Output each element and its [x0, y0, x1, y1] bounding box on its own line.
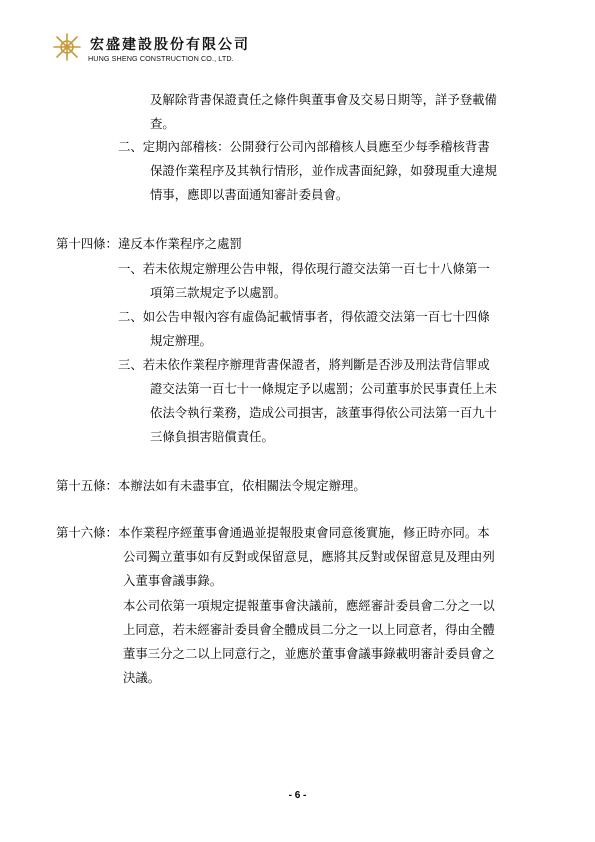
- article-16: 第十六條：本作業程序經董事會通過並提報股東會同意後實施，修正時亦同。本: [56, 525, 490, 540]
- article-14-heading: 第十四條：違反本作業程序之處罰: [56, 236, 242, 251]
- body-line: 證交法第一百七十一條規定予以處罰；公司董事於民事責任上未: [150, 381, 497, 396]
- body-line: 決議。: [123, 670, 161, 685]
- body-line: 保證作業程序及其執行情形，並作成書面紀錄，如發現重大違規: [150, 163, 497, 178]
- body-line: 董事三分之二以上同意行之，並應於董事會議事錄載明審計委員會之: [123, 646, 495, 661]
- body-line: 情事，應即以書面通知審計委員會。: [150, 187, 349, 202]
- body-line: 查。: [150, 116, 175, 131]
- article-15: 第十五條：本辦法如有未盡事宜，依相關法令規定辦理。: [56, 478, 366, 493]
- list-item-2: 二、定期內部稽核：公開發行公司內部稽核人員應至少每季稽核背書: [118, 139, 490, 154]
- body-line: 入董事會議事錄。: [123, 573, 223, 588]
- company-name-en: HUNG SHENG CONSTRUCTION CO., LTD.: [88, 54, 234, 63]
- body-line: 依法令執行業務，造成公司損害，該董事得依公司法第一百九十: [150, 405, 497, 420]
- list-item-3: 三、若未依作業程序辦理背書保證者，將判斷是否涉及刑法背信罪或: [118, 357, 490, 372]
- body-line: 及解除背書保證責任之條件與董事會及交易日期等，詳予登載備: [150, 92, 497, 107]
- body-line: 規定辦理。: [150, 333, 212, 348]
- body-line: 上同意，若未經審計委員會全體成員二分之一以上同意者，得由全體: [123, 622, 495, 637]
- letterhead: [52, 30, 292, 70]
- body-line: 項第三款規定予以處罰。: [150, 285, 287, 300]
- company-logo-icon: [52, 32, 82, 62]
- body-line: 本公司依第一項規定提報董事會決議前，應經審計委員會二分之一以: [123, 598, 495, 613]
- body-line: 三條負損害賠償責任。: [150, 429, 274, 444]
- body-line: 公司獨立董事如有反對或保留意見，應將其反對或保留意見及理由列: [123, 549, 495, 564]
- list-item-1: 一、若未依規定辦理公告申報，得依現行證交法第一百七十八條第一: [118, 261, 490, 276]
- page-number: - 6 -: [288, 790, 307, 801]
- list-item-2: 二、如公告申報內容有虛偽記載情事者，得依證交法第一百七十四條: [118, 309, 490, 324]
- company-name-cn: 宏盛建設股份有限公司: [90, 37, 250, 53]
